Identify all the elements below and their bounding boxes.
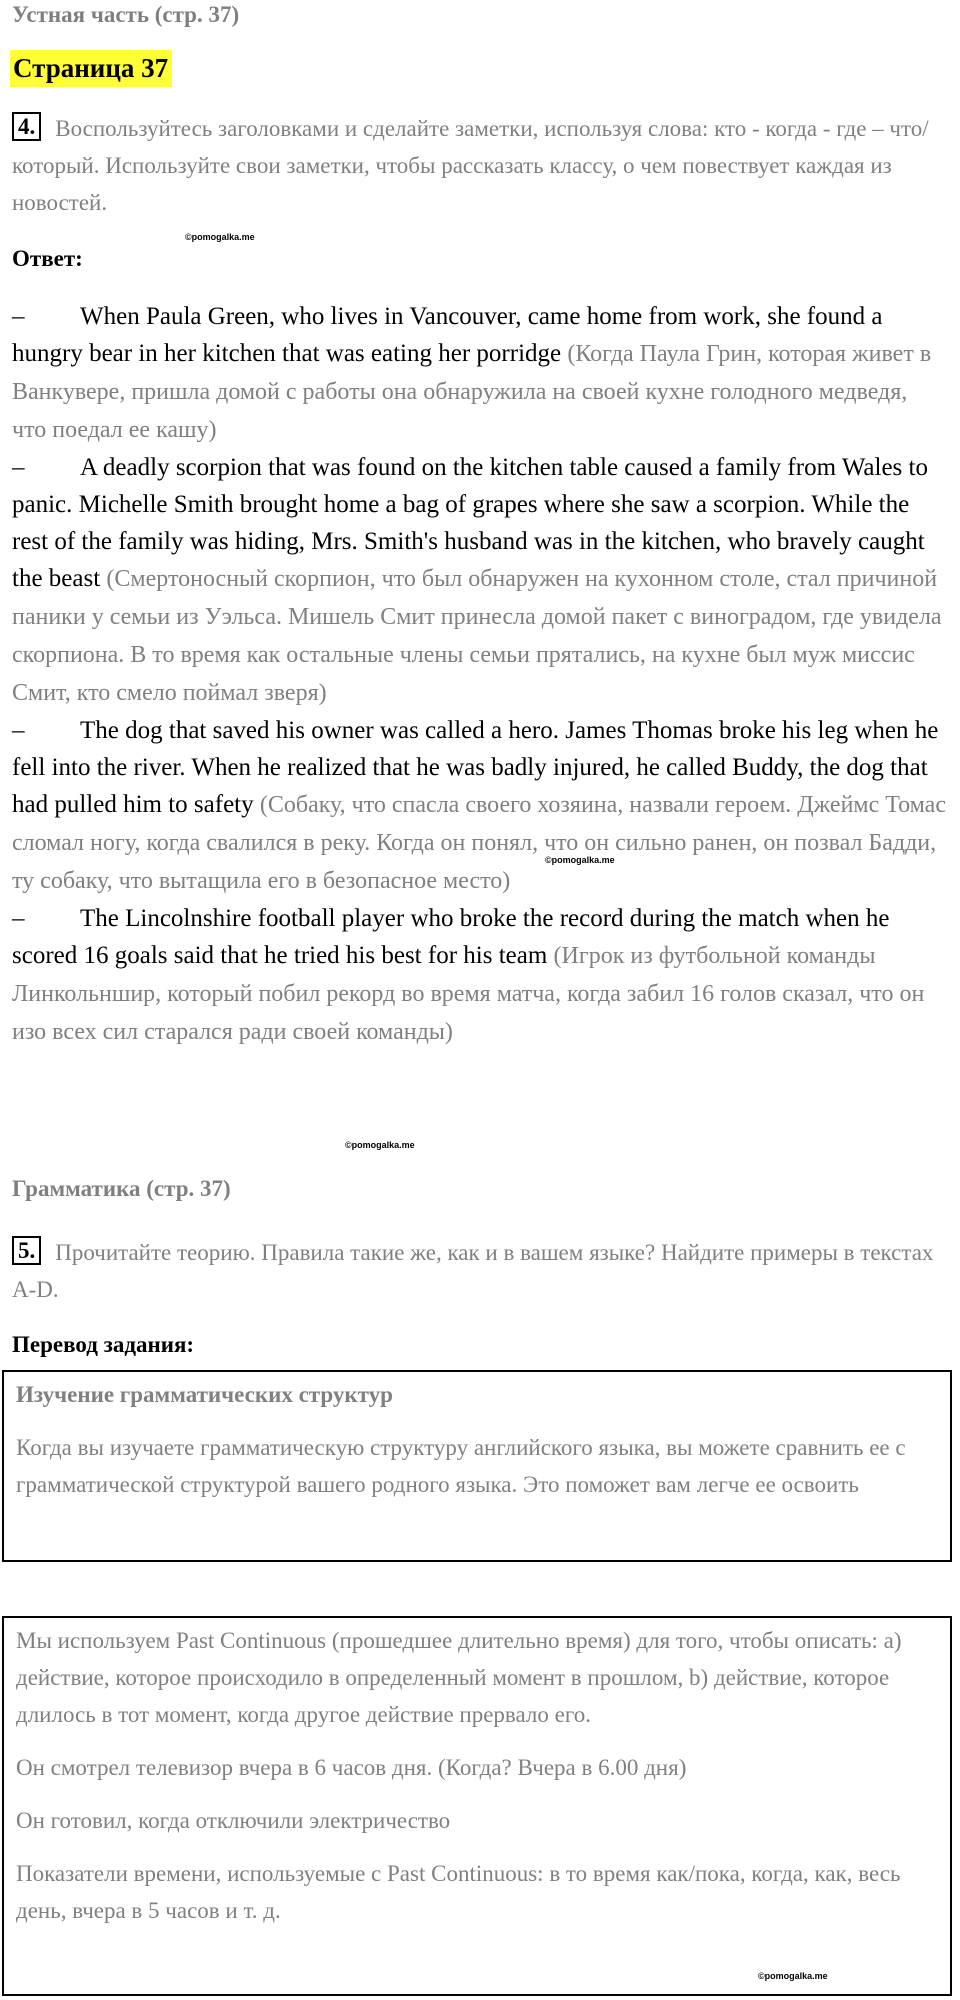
dash-marker: –: [12, 303, 25, 330]
answer-english: The dog that saved his owner was called a hero. James Thomas broke his leg when he fell into the river. When he realized that he was badly injured, he called Buddy, the dog that had pulled him to safety: [12, 717, 939, 818]
dash-marker: –: [12, 454, 25, 481]
time-markers: Показатели времени, используемые с Past Continuous: в то время как/пока, когда, как, весь день, вчера в 5 часов и т. д.: [16, 1861, 901, 1923]
task-number-badge: 4.: [12, 112, 41, 141]
example-2: Он готовил, когда отключили электричество: [16, 1808, 451, 1833]
watermark: ©pomogalka.me: [758, 1971, 828, 1981]
answer-translation: (Смертоносный скорпион, что был обнаружен на кухонном столе, стал причиной паники у семьи из Уэльса. Мишель Смит принесла домой пакет с виноградом, где увидела скорпиона. В то время как остальные члены семьи прятались, на кухне был муж миссис Смит, кто смело поймал зверя): [12, 566, 942, 706]
task-4: [12, 110, 942, 221]
watermark: ©pomogalka.me: [545, 855, 615, 865]
answer-translation: (Собаку, что спасла своего хозяина, назвали героем. Джеймс Томас сломал ногу, когда свалился в реку. Когда он понял, что он сильно ранен, он позвал Бадди, ту собаку, что вытащила его в безопасное место): [12, 792, 946, 894]
answer-item: [12, 449, 947, 712]
watermark: ©pomogalka.me: [185, 232, 255, 242]
task-5: [12, 1234, 942, 1308]
section-title: Устная часть (стр. 37): [12, 2, 240, 27]
answer-item: [12, 298, 947, 449]
answer-english: A deadly scorpion that was found on the kitchen table caused a family from Wales to panic. Michelle Smith brought home a bag of grapes where she saw a scorpion. While the rest of the family was hiding, Mrs. Smith's husband was in the kitchen, who bravely caught the beast: [12, 454, 928, 592]
task-number-badge: 5.: [12, 1236, 41, 1265]
answer-item: [12, 900, 947, 1051]
grammar-box-title: Изучение грамматических структур: [16, 1382, 393, 1407]
grammar-box-intro: [2, 1370, 952, 1562]
answer-translation: (Когда Паула Грин, которая живет в Ванкувере, пришла домой с работы она обнаружила на своей кухне голодного медведя, что поедал ее кашу): [12, 341, 932, 443]
dash-marker: –: [12, 717, 25, 744]
example-1: Он смотрел телевизор вчера в 6 часов дня. (Когда? Вчера в 6.00 дня): [16, 1755, 687, 1780]
page-title: Страница 37: [10, 50, 172, 87]
answer-list: [12, 298, 947, 1051]
answer-translation: (Игрок из футбольной команды Линкольншир, который побил рекорд во время матча, когда забил 16 голов сказал, что он изо всех сил старался ради своей команды): [12, 943, 925, 1045]
grammar-box-past-continuous: [2, 1616, 952, 1996]
answer-english: When Paula Green, who lives in Vancouver, came home from work, she found a hungry bear in her kitchen that was eating her porridge: [12, 303, 883, 367]
translation-heading: Перевод задания:: [12, 1332, 195, 1357]
task-5-text: Прочитайте теорию. Правила такие же, как и в вашем языке? Найдите примеры в текстах A-D.: [12, 1240, 934, 1302]
grammar-box-text: Когда вы изучаете грамматическую структуру английского языка, вы можете сравнить ее с грамматической структурой вашего родного языка. Это поможет вам легче ее освоить: [16, 1435, 906, 1497]
grammar-title: Грамматика (стр. 37): [12, 1176, 231, 1201]
dash-marker: –: [12, 905, 25, 932]
watermark: ©pomogalka.me: [345, 1140, 415, 1150]
rule-text: Мы используем Past Continuous (прошедшее длительно время) для того, чтобы описать: а) действие, которое происходило в определенный момент в прошлом, b) действие, которое длилось в тот момент, когда другое действие прервало его.: [16, 1628, 902, 1727]
answer-english: The Lincolnshire football player who broke the record during the match when he scored 16 goals said that he tried his best for his team: [12, 905, 890, 969]
answer-item: [12, 712, 947, 900]
task-4-text: Воспользуйтесь заголовками и сделайте заметки, используя слова: кто - когда - где – что/который. Используйте свои заметки, чтобы рассказать классу, о чем повествует каждая из новостей.: [12, 116, 929, 215]
answer-heading: Ответ:: [12, 246, 83, 271]
